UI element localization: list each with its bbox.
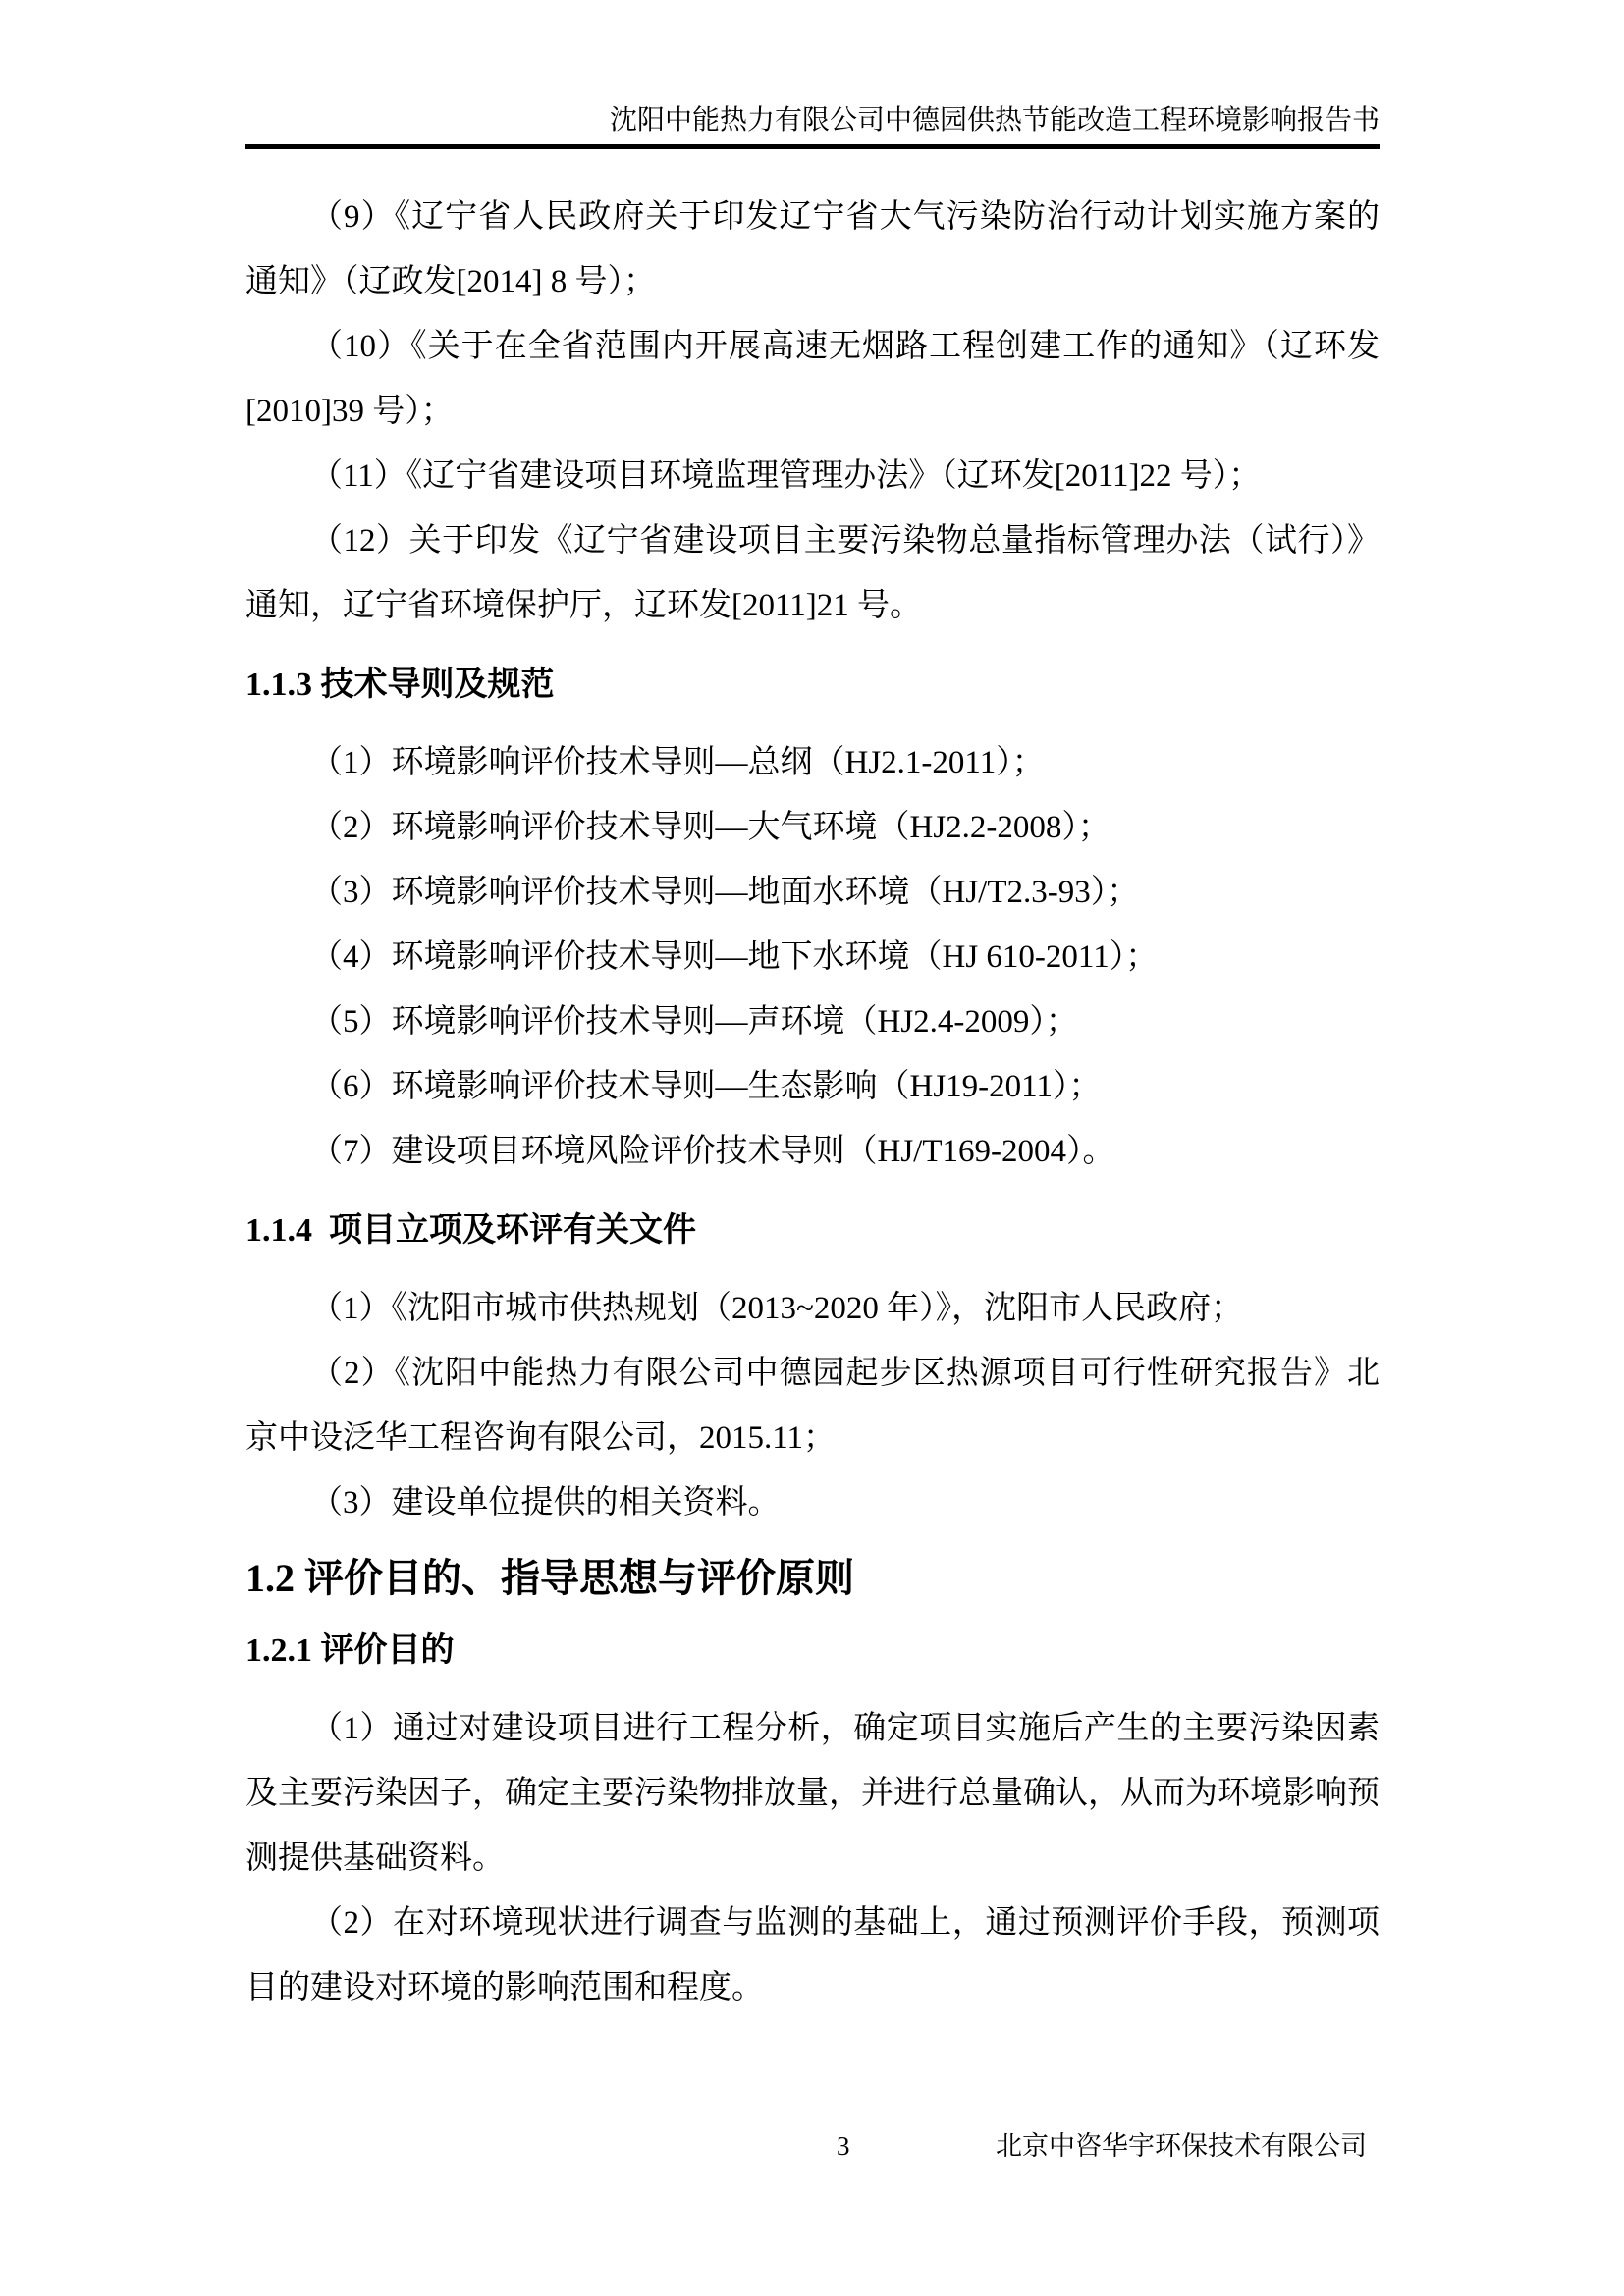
text-line: （7）建设项目环境风险评价技术导则（HJ/T169-2004）。 [310, 1134, 1115, 1169]
footer-company-name: 北京中咨华宇环保技术有限公司 [996, 2131, 1367, 2161]
text-line: （9）《辽宁省人民政府关于印发辽宁省大气污染防治行动计划实施方案的 [310, 199, 1380, 235]
text-line: （2）环境影响评价技术导则—大气环境（HJ2.2-2008）； [310, 810, 1110, 845]
text-line: 通知，辽宁省环境保护厅，辽环发[2011]21 号。 [245, 588, 923, 623]
text-line: （1）《沈阳市城市供热规划（2013~2020 年）》，沈阳市人民政府； [310, 1291, 1244, 1326]
header-rule [245, 144, 1380, 149]
text-line: （1）环境影响评价技术导则—总纲（HJ2.1-2011）； [310, 745, 1045, 780]
page-header-title: 沈阳中能热力有限公司中德园供热节能改造工程环境影响报告书 [609, 105, 1380, 135]
text-line: 通知》（辽政发[2014] 8 号）； [245, 264, 656, 299]
text-line: （6）环境影响评价技术导则—生态影响（HJ19-2011）； [310, 1069, 1102, 1104]
text-line: [2010]39 号）； [245, 394, 454, 429]
document-body [245, 185, 1380, 2020]
page-footer [0, 2128, 1624, 2167]
section-heading: 1.1.3 技术导则及规范 [245, 667, 555, 703]
text-line: 测提供基础资料。 [245, 1841, 505, 1876]
text-line: （12）关于印发《辽宁省建设项目主要污染物总量指标管理办法（试行）》 [310, 523, 1380, 559]
text-line: （10）《关于在全省范围内开展高速无烟路工程创建工作的通知》（辽环发 [310, 329, 1380, 364]
text-line: （2）《沈阳中能热力有限公司中德园起步区热源项目可行性研究报告》北 [310, 1356, 1380, 1391]
section-heading: 1.1.4 项目立项及环评有关文件 [245, 1212, 696, 1249]
text-line: （11）《辽宁省建设项目环境监理管理办法》（辽环发[2011]22 号）； [310, 458, 1262, 494]
text-line: 及主要污染因子，确定主要污染物排放量，并进行总量确认，从而为环境影响预 [245, 1776, 1380, 1811]
text-line: （4）环境影响评价技术导则—地下水环境（HJ 610-2011）； [310, 939, 1159, 975]
text-line: （5）环境影响评价技术导则—声环境（HJ2.4-2009）； [310, 1004, 1078, 1040]
section-heading: 1.2.1 评价目的 [245, 1632, 455, 1669]
chapter-heading: 1.2 评价目的、指导思想与评价原则 [245, 1556, 854, 1600]
page-number: 3 [837, 2131, 850, 2161]
text-line: 目的建设对环境的影响范围和程度。 [245, 1970, 764, 2005]
text-line: （3）建设单位提供的相关资料。 [310, 1485, 781, 1521]
text-line: （1）通过对建设项目进行工程分析，确定项目实施后产生的主要污染因素 [310, 1711, 1380, 1746]
text-line: （3）环境影响评价技术导则—地面水环境（HJ/T2.3-93）； [310, 875, 1140, 910]
text-line: （2）在对环境现状进行调查与监测的基础上，通过预测评价手段，预测项 [310, 1905, 1380, 1941]
text-line: 京中设泛华工程咨询有限公司，2015.11； [245, 1420, 837, 1456]
